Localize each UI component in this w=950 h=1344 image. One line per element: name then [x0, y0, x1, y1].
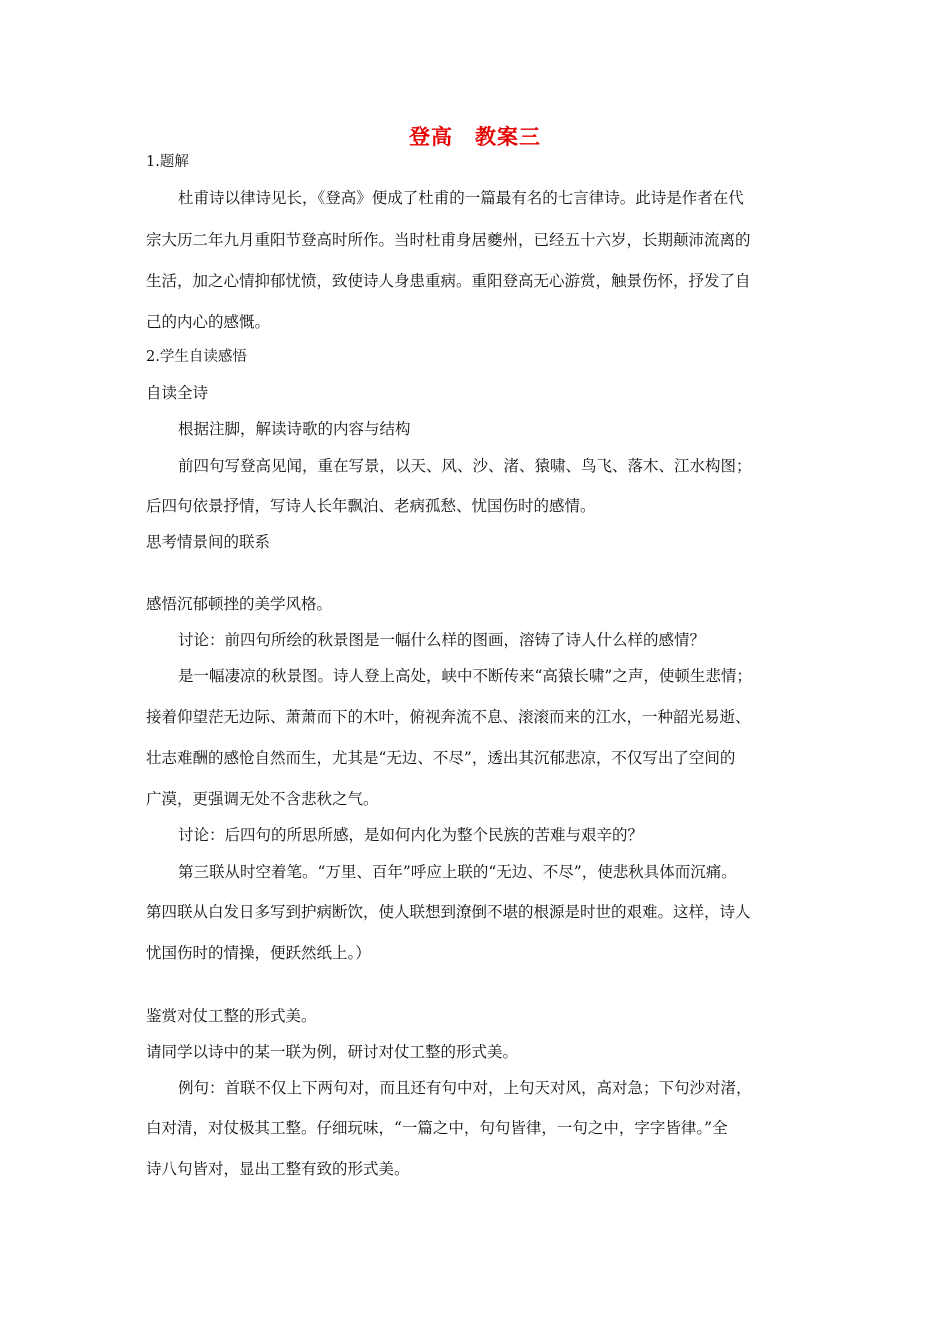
paragraph-line: 根据注脚，解读诗歌的内容与结构	[178, 420, 411, 438]
subheading: 鉴赏对仗工整的形式美。	[146, 1007, 317, 1025]
subheading: 思考情景间的联系	[146, 533, 271, 551]
paragraph-line: 生活，加之心情抑郁忧愤，致使诗人身患重病。重阳登高无心游赏，触景伤怀，抒发了自	[146, 272, 751, 290]
subheading: 自读全诗	[146, 384, 209, 402]
document-title: 登高 教案三	[409, 124, 541, 149]
section-heading-1: 1.题解	[146, 154, 189, 170]
paragraph-line: 白对清，对仗极其工整。仔细玩味，“一篇之中，句句皆律，一句之中，字字皆律。”全	[146, 1119, 728, 1137]
paragraph-line: 己的内心的感慨。	[146, 313, 271, 331]
paragraph-line: 请同学以诗中的某一联为例，研讨对仗工整的形式美。	[146, 1043, 519, 1061]
paragraph-line: 第三联从时空着笔。“万里、百年”呼应上联的“无边、不尽”，使悲秋具体而沉痛。	[178, 863, 737, 881]
paragraph-line: 忧国伤时的情操，便跃然纸上。）	[146, 944, 371, 962]
paragraph-line: 壮志难酬的感怆自然而生，尤其是“无边、不尽”，透出其沉郁悲凉，不仅写出了空间的	[146, 749, 736, 767]
paragraph-line: 后四句依景抒情，写诗人长年飘泊、老病孤愁、忧国伤时的感情。	[146, 497, 596, 515]
paragraph-line: 第四联从白发日多写到护病断饮，使人联想到潦倒不堪的根源是时世的艰难。这样，诗人	[146, 903, 751, 921]
paragraph-line: 广漠，更强调无处不含悲秋之气。	[146, 790, 379, 808]
paragraph-line: 讨论：前四句所绘的秋景图是一幅什么样的图画，溶铸了诗人什么样的感情？	[178, 631, 706, 649]
paragraph-line: 是一幅凄凉的秋景图。诗人登上高处，峡中不断传来“高猿长啸”之声，使顿生悲情；	[178, 667, 752, 685]
subheading: 感悟沉郁顿挫的美学风格。	[146, 595, 333, 613]
paragraph-line: 接着仰望茫无边际、萧萧而下的木叶，俯视奔流不息、滚滚而来的江水，一种韶光易逝、	[146, 708, 751, 726]
paragraph-line: 讨论：后四句的所思所感，是如何内化为整个民族的苦难与艰辛的？	[178, 826, 644, 844]
paragraph-line: 例句：首联不仅上下两句对，而且还有句中对，上句天对风，高对急；下句沙对渚，	[178, 1079, 752, 1097]
section-heading-2: 2.学生自读感悟	[146, 349, 247, 365]
paragraph-line: 宗大历二年九月重阳节登高时所作。当时杜甫身居夔州，已经五十六岁，长期颠沛流离的	[146, 231, 751, 249]
paragraph-line: 杜甫诗以律诗见长，《登高》便成了杜甫的一篇最有名的七言律诗。此诗是作者在代	[178, 189, 744, 207]
paragraph-line: 前四句写登高见闻，重在写景，以天、风、沙、渚、猿啸、鸟飞、落木、江水构图；	[178, 457, 752, 475]
paragraph-line: 诗八句皆对，显出工整有致的形式美。	[146, 1160, 410, 1178]
